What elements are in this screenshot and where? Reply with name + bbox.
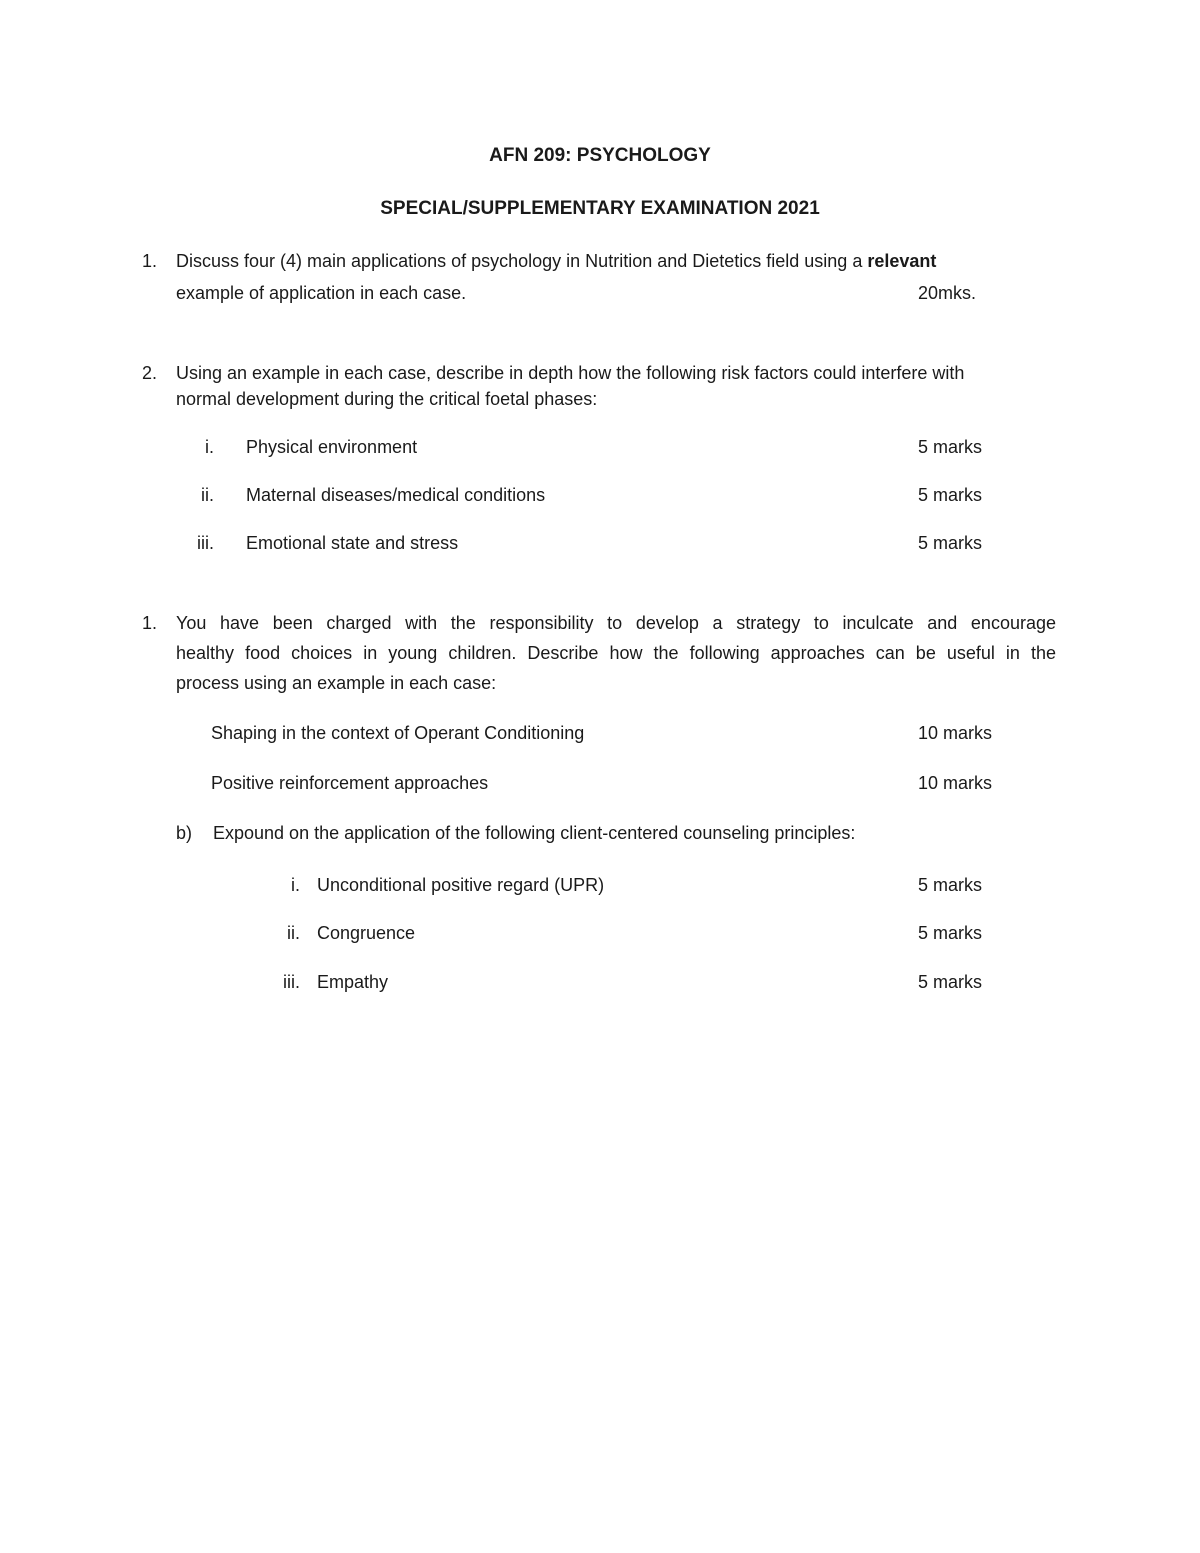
marks-label: 5 marks [918,485,983,505]
marks-label: 5 marks [918,437,983,457]
roman-numeral: iii. [283,972,300,992]
question-text: process using an example in each case: [176,673,497,693]
question-text: Using an example in each case, describe in depth how the following risk factors could interfere with [176,363,965,383]
marks-label: 10 marks [918,723,993,743]
question-text: Discuss four (4) main applications of psychology in Nutrition and Dietetics field using a [176,251,863,271]
marks-label: 5 marks [918,972,983,992]
sub-item-label: Emotional state and stress [246,533,459,553]
approach-label: Shaping in the context of Operant Conditioning [211,723,585,743]
part-text: Expound on the application of the following client-centered counseling principles: [213,823,856,843]
question-number: 1. [142,251,158,271]
part-letter: b) [176,823,193,843]
question-text-line [176,250,936,272]
marks-label: 20mks. [918,283,977,303]
question-number: 2. [142,363,158,383]
approach-label: Positive reinforcement approaches [211,773,489,793]
marks-label: 10 marks [918,773,993,793]
sub-item-label: Congruence [317,923,416,943]
exam-title: SPECIAL/SUPPLEMENTARY EXAMINATION 2021 [380,198,820,219]
marks-label: 5 marks [918,875,983,895]
question-text: normal development during the critical foetal phases: [176,389,598,409]
question-text: example of application in each case. [176,283,467,303]
course-title: AFN 209: PSYCHOLOGY [489,145,711,166]
roman-numeral: ii. [201,485,214,505]
emphasized-word: relevant [867,251,937,271]
question-text: healthy food choices in young children. Describe how the following approaches can be useful in the [176,643,1056,663]
roman-numeral: i. [291,875,300,895]
sub-item-label: Unconditional positive regard (UPR) [317,875,605,895]
roman-numeral: ii. [287,923,300,943]
marks-label: 5 marks [918,533,983,553]
sub-item-label: Maternal diseases/medical conditions [246,485,546,505]
marks-label: 5 marks [918,923,983,943]
sub-item-label: Empathy [317,972,389,992]
question-text: You have been charged with the responsibility to develop a strategy to inculcate and encourage [176,613,1056,633]
sub-item-label: Physical environment [246,437,418,457]
roman-numeral: iii. [197,533,214,553]
question-number: 1. [142,613,158,633]
roman-numeral: i. [205,437,214,457]
